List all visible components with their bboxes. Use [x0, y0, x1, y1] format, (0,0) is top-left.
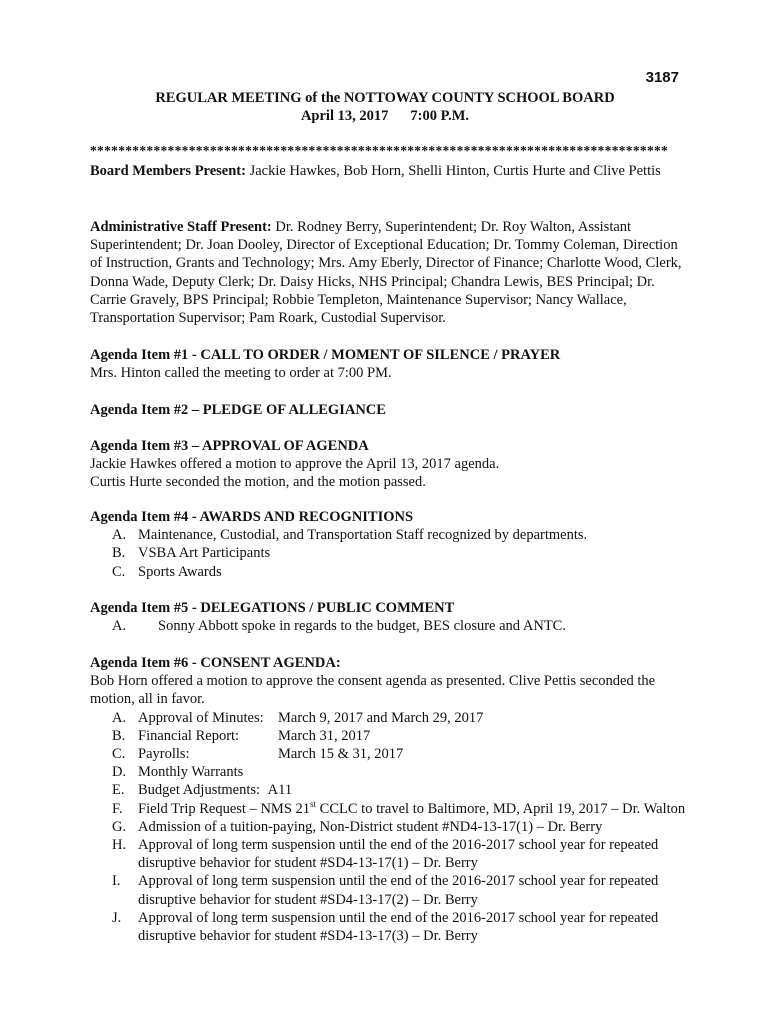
list-item: J. Approval of long term suspension until the end of the 2016-2017 school year for repeated disruptive behavior for student #SD4-13-17(3) – Dr. Berry: [112, 909, 659, 945]
agenda-item-4: [90, 508, 690, 581]
agenda-item-6: [90, 654, 690, 945]
staff-text: Dr. Rodney Berry, Superintendent; Dr. Roy Walton, Assistant Superintendent; Dr. Joan Dooley, Director of Exceptional Education; Dr. Tommy Coleman, Direction of Instruction, Grants and Technology; Mrs. Amy Eberly, Director of Finance; Charlotte Wood, Clerk, Donna Wade, Deputy Clerk; Dr. Daisy Hicks, NHS Principal; Chandra Lewis, BES Principal; Dr. Carrie Gravely, BPS Principal; Robbie Templeton, Maintenance Supervisor; Nancy Wallace, Transportation Supervisor; Pam Roark, Custodial Supervisor.: [90, 219, 682, 327]
meeting-time: 7:00 P.M.: [410, 108, 470, 124]
list-item: H. Approval of long term suspension until the end of the 2016-2017 school year for repeated disruptive behavior for student #SD4-13-17(1) – Dr. Berry: [112, 837, 659, 872]
list-item: G. Admission of a tuition-paying, Non-District student #ND4-13-17(1) – Dr. Berry: [112, 818, 603, 835]
list-item: A. Maintenance, Custodial, and Transportation Staff recognized by departments.: [112, 527, 588, 544]
agenda-item-1-heading: Agenda Item #1 - CALL TO ORDER / MOMENT OF SILENCE / PRAYER: [90, 347, 561, 363]
agenda-item-3-line-1: Jackie Hawkes offered a motion to approve the April 13, 2017 agenda.: [90, 456, 500, 473]
agenda-item-5-heading: Agenda Item #5 - DELEGATIONS / PUBLIC COMMENT: [90, 600, 455, 616]
agenda-item-3-heading: Agenda Item #3 – APPROVAL OF AGENDA: [90, 438, 369, 454]
agenda-item-4-heading: Agenda Item #4 - AWARDS AND RECOGNITIONS: [90, 509, 414, 525]
list-item: C. Payrolls: March 15 & 31, 2017: [112, 746, 404, 763]
board-members-section: [90, 162, 690, 180]
agenda-item-2-heading: Agenda Item #2 – PLEDGE OF ALLEGIANCE: [90, 402, 386, 418]
list-item: B. VSBA Art Participants: [112, 545, 271, 562]
page-number: 3187: [645, 69, 679, 86]
agenda-item-4-list: [90, 526, 690, 581]
agenda-item-6-heading: Agenda Item #6 - CONSENT AGENDA:: [90, 655, 341, 671]
list-item: E. Budget Adjustments: A11: [112, 782, 293, 799]
meeting-date: April 13, 2017: [300, 108, 389, 124]
staff-label: Administrative Staff Present:: [90, 219, 272, 235]
list-item: I. Approval of long term suspension until the end of the 2016-2017 school year for repeated disruptive behavior for student #SD4-13-17(2) – Dr. Berry: [112, 873, 659, 908]
list-item: D. Monthly Warrants: [112, 764, 244, 781]
separator-line: **********************************************************************************: [90, 143, 669, 158]
board-members-label: Board Members Present:: [90, 163, 246, 179]
list-item: A. Approval of Minutes: March 9, 2017 and March 29, 2017: [112, 709, 484, 726]
board-members-text: Jackie Hawkes, Bob Horn, Shelli Hinton, Curtis Hurte and Clive Pettis: [249, 163, 661, 179]
staff-section: [90, 218, 690, 327]
consent-agenda-list: [90, 709, 690, 946]
list-item: B. Financial Report: March 31, 2017: [112, 727, 371, 744]
list-item: F. Field Trip Request – NMS 21st CCLC to travel to Baltimore, MD, April 19, 2017 – Dr. Walton: [112, 798, 686, 817]
agenda-item-1-text: Mrs. Hinton called the meeting to order at 7:00 PM.: [90, 365, 392, 382]
agenda-item-3-line-2: Curtis Hurte seconded the motion, and the motion passed.: [90, 474, 426, 491]
agenda-item-1: [90, 346, 690, 382]
meeting-title: REGULAR MEETING of the NOTTOWAY COUNTY SCHOOL BOARD: [155, 90, 615, 106]
agenda-item-5: [90, 599, 690, 635]
list-item: A. Sonny Abbott spoke in regards to the budget, BES closure and ANTC.: [112, 618, 566, 635]
agenda-item-2: [90, 401, 690, 419]
list-item: C. Sports Awards: [112, 563, 222, 580]
agenda-item-6-intro: Bob Horn offered a motion to approve the consent agenda as presented. Clive Pettis seconded the motion, all in favor.: [90, 673, 656, 708]
agenda-item-3: [90, 437, 690, 492]
meeting-date-time: [0, 108, 770, 125]
